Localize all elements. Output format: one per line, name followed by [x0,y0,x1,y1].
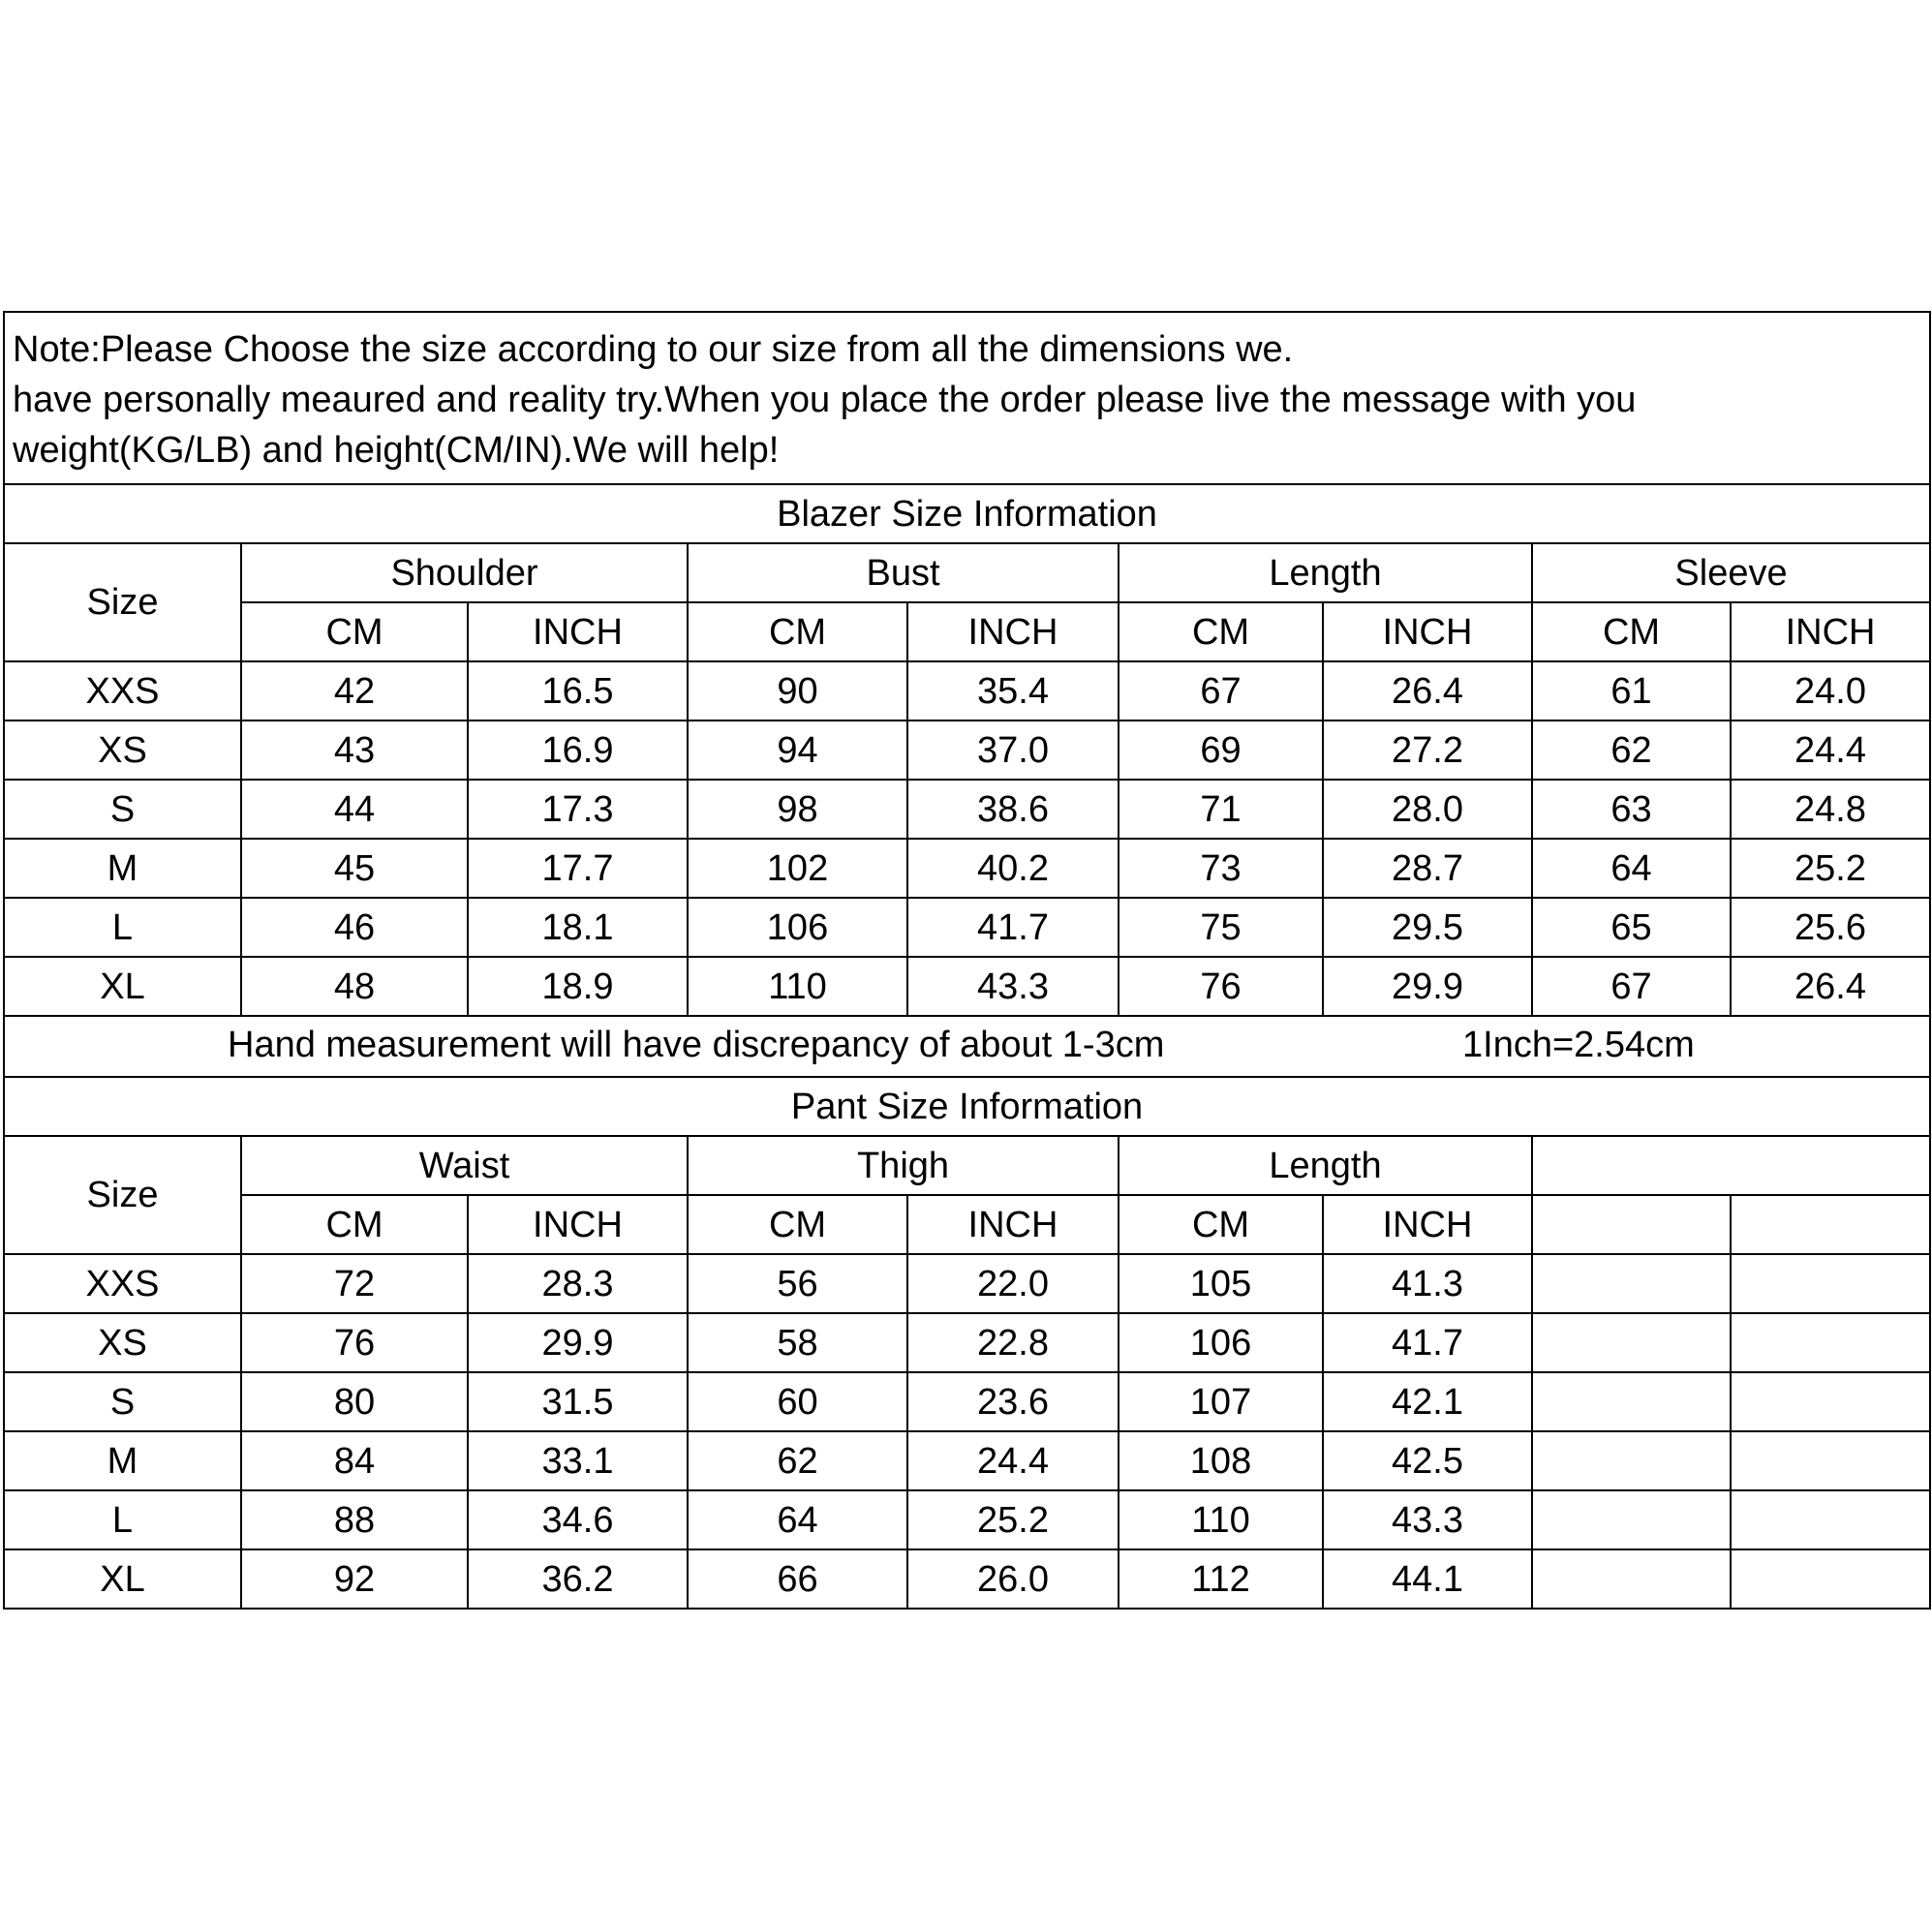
pant-length-header: Length [1119,1136,1532,1195]
blazer-unit-header: INCH [907,602,1119,661]
pant-value-cell: 66 [688,1549,907,1609]
blazer-value-cell: 71 [1119,780,1323,839]
pant-table-row [4,1372,1930,1431]
pant-value-cell [1731,1372,1930,1431]
pant-value-cell: 26.0 [907,1549,1119,1609]
blazer-value-cell: 110 [688,957,907,1016]
blazer-unit-header: INCH [1323,602,1532,661]
pant-value-cell: 41.3 [1323,1254,1532,1313]
pant-value-cell [1532,1431,1731,1490]
footnote-row [4,1016,1930,1077]
pant-value-cell: 60 [688,1372,907,1431]
pant-value-cell [1532,1490,1731,1549]
pant-value-cell [1731,1313,1930,1372]
pant-group-header-row [4,1136,1930,1195]
pant-unit-header: INCH [1323,1195,1532,1254]
blazer-size-cell: L [4,898,241,957]
blazer-unit-header: CM [241,602,468,661]
pant-size-cell: S [4,1372,241,1431]
pant-value-cell [1532,1313,1731,1372]
pant-value-cell: 108 [1119,1431,1323,1490]
measurement-footnote [4,1016,1930,1077]
pant-value-cell [1532,1372,1731,1431]
pant-value-cell: 58 [688,1313,907,1372]
blazer-value-cell: 43 [241,721,468,780]
blazer-value-cell: 18.1 [468,898,688,957]
blazer-size-header: Size [4,543,241,661]
pant-value-cell: 80 [241,1372,468,1431]
pant-value-cell: 56 [688,1254,907,1313]
pant-value-cell: 105 [1119,1254,1323,1313]
blazer-size-cell: XL [4,957,241,1016]
pant-unit-header-row [4,1195,1930,1254]
blazer-value-cell: 45 [241,839,468,898]
pant-title-row [4,1077,1930,1136]
pant-unit-header [1731,1195,1930,1254]
pant-table-row [4,1313,1930,1372]
blazer-value-cell: 37.0 [907,721,1119,780]
blazer-value-cell: 62 [1532,721,1731,780]
blazer-table-row [4,721,1930,780]
pant-unit-header: INCH [468,1195,688,1254]
pant-value-cell: 29.9 [468,1313,688,1372]
blazer-value-cell: 38.6 [907,780,1119,839]
pant-value-cell: 88 [241,1490,468,1549]
pant-unit-header [1532,1195,1731,1254]
blazer-table-row [4,957,1930,1016]
note-row [4,312,1930,484]
pant-value-cell: 92 [241,1549,468,1609]
pant-empty-header [1532,1136,1930,1195]
pant-size-cell: XXS [4,1254,241,1313]
blazer-value-cell: 76 [1119,957,1323,1016]
blazer-value-cell: 48 [241,957,468,1016]
pant-value-cell: 31.5 [468,1372,688,1431]
pant-value-cell: 107 [1119,1372,1323,1431]
blazer-value-cell: 63 [1532,780,1731,839]
blazer-value-cell: 43.3 [907,957,1119,1016]
blazer-value-cell: 46 [241,898,468,957]
note-line: weight(KG/LB) and height(CM/IN).We will help! [13,430,780,471]
blazer-value-cell: 73 [1119,839,1323,898]
blazer-value-cell: 65 [1532,898,1731,957]
size-note [4,312,1930,484]
blazer-value-cell: 64 [1532,839,1731,898]
blazer-sleeve-header: Sleeve [1532,543,1930,602]
blazer-value-cell: 17.7 [468,839,688,898]
pant-value-cell: 22.0 [907,1254,1119,1313]
pant-value-cell: 62 [688,1431,907,1490]
pant-value-cell [1731,1490,1930,1549]
blazer-shoulder-header: Shoulder [241,543,688,602]
inch-conversion-note: 1Inch=2.54cm [1462,1025,1695,1065]
pant-value-cell: 34.6 [468,1490,688,1549]
pant-value-cell: 25.2 [907,1490,1119,1549]
blazer-title-row [4,484,1930,543]
blazer-value-cell: 27.2 [1323,721,1532,780]
blazer-value-cell: 75 [1119,898,1323,957]
pant-value-cell: 22.8 [907,1313,1119,1372]
pant-size-cell: L [4,1490,241,1549]
pant-table-row [4,1431,1930,1490]
blazer-value-cell: 42 [241,661,468,721]
blazer-table-row [4,898,1930,957]
blazer-value-cell: 35.4 [907,661,1119,721]
pant-unit-header: INCH [907,1195,1119,1254]
blazer-value-cell: 26.4 [1323,661,1532,721]
blazer-value-cell: 17.3 [468,780,688,839]
blazer-value-cell: 98 [688,780,907,839]
blazer-value-cell: 29.9 [1323,957,1532,1016]
pant-unit-header: CM [241,1195,468,1254]
blazer-unit-header: CM [1532,602,1731,661]
pant-size-cell: XS [4,1313,241,1372]
blazer-value-cell: 16.9 [468,721,688,780]
blazer-value-cell: 41.7 [907,898,1119,957]
pant-table-row [4,1490,1930,1549]
blazer-value-cell: 18.9 [468,957,688,1016]
pant-size-cell: M [4,1431,241,1490]
size-chart [3,311,1929,1610]
pant-section-title: Pant Size Information [4,1077,1930,1136]
blazer-unit-header-row [4,602,1930,661]
blazer-value-cell: 44 [241,780,468,839]
blazer-table-row [4,780,1930,839]
pant-value-cell: 112 [1119,1549,1323,1609]
blazer-table-row [4,839,1930,898]
pant-value-cell: 64 [688,1490,907,1549]
blazer-table-row [4,661,1930,721]
pant-value-cell: 24.4 [907,1431,1119,1490]
pant-table-row [4,1254,1930,1313]
blazer-size-cell: XS [4,721,241,780]
blazer-unit-header: CM [1119,602,1323,661]
pant-value-cell [1731,1549,1930,1609]
pant-value-cell: 36.2 [468,1549,688,1609]
pant-value-cell: 43.3 [1323,1490,1532,1549]
blazer-value-cell: 26.4 [1731,957,1930,1016]
blazer-value-cell: 69 [1119,721,1323,780]
blazer-unit-header: CM [688,602,907,661]
blazer-value-cell: 25.2 [1731,839,1930,898]
pant-table-row [4,1549,1930,1609]
blazer-value-cell: 28.0 [1323,780,1532,839]
blazer-group-header-row [4,543,1930,602]
pant-value-cell: 106 [1119,1313,1323,1372]
pant-value-cell: 84 [241,1431,468,1490]
blazer-value-cell: 94 [688,721,907,780]
pant-value-cell: 44.1 [1323,1549,1532,1609]
pant-value-cell [1532,1549,1731,1609]
blazer-section-title: Blazer Size Information [4,484,1930,543]
blazer-length-header: Length [1119,543,1532,602]
blazer-size-cell: M [4,839,241,898]
blazer-value-cell: 102 [688,839,907,898]
blazer-value-cell: 61 [1532,661,1731,721]
blazer-value-cell: 16.5 [468,661,688,721]
pant-size-cell: XL [4,1549,241,1609]
note-line: Note:Please Choose the size according to our size from all the dimensions we. [13,329,1294,370]
blazer-value-cell: 24.0 [1731,661,1930,721]
blazer-value-cell: 24.4 [1731,721,1930,780]
blazer-value-cell: 29.5 [1323,898,1532,957]
pant-value-cell: 72 [241,1254,468,1313]
pant-value-cell [1731,1254,1930,1313]
pant-value-cell [1731,1431,1930,1490]
blazer-value-cell: 24.8 [1731,780,1930,839]
blazer-value-cell: 90 [688,661,907,721]
discrepancy-note: Hand measurement will have discrepancy of about 1-3cm [228,1025,1165,1065]
blazer-unit-header: INCH [1731,602,1930,661]
pant-size-header: Size [4,1136,241,1254]
blazer-size-cell: XXS [4,661,241,721]
pant-thigh-header: Thigh [688,1136,1119,1195]
blazer-size-cell: S [4,780,241,839]
pant-value-cell: 76 [241,1313,468,1372]
blazer-value-cell: 28.7 [1323,839,1532,898]
blazer-value-cell: 25.6 [1731,898,1930,957]
size-table [3,311,1931,1610]
blazer-bust-header: Bust [688,543,1119,602]
blazer-value-cell: 40.2 [907,839,1119,898]
pant-value-cell: 42.1 [1323,1372,1532,1431]
pant-value-cell: 42.5 [1323,1431,1532,1490]
blazer-value-cell: 106 [688,898,907,957]
pant-value-cell: 41.7 [1323,1313,1532,1372]
pant-waist-header: Waist [241,1136,688,1195]
note-line: have personally meaured and reality try.When you place the order please live the message with you [13,380,1637,420]
pant-value-cell: 110 [1119,1490,1323,1549]
blazer-unit-header: INCH [468,602,688,661]
pant-value-cell [1532,1254,1731,1313]
blazer-value-cell: 67 [1119,661,1323,721]
pant-value-cell: 23.6 [907,1372,1119,1431]
pant-unit-header: CM [688,1195,907,1254]
blazer-value-cell: 67 [1532,957,1731,1016]
pant-unit-header: CM [1119,1195,1323,1254]
pant-value-cell: 28.3 [468,1254,688,1313]
pant-value-cell: 33.1 [468,1431,688,1490]
